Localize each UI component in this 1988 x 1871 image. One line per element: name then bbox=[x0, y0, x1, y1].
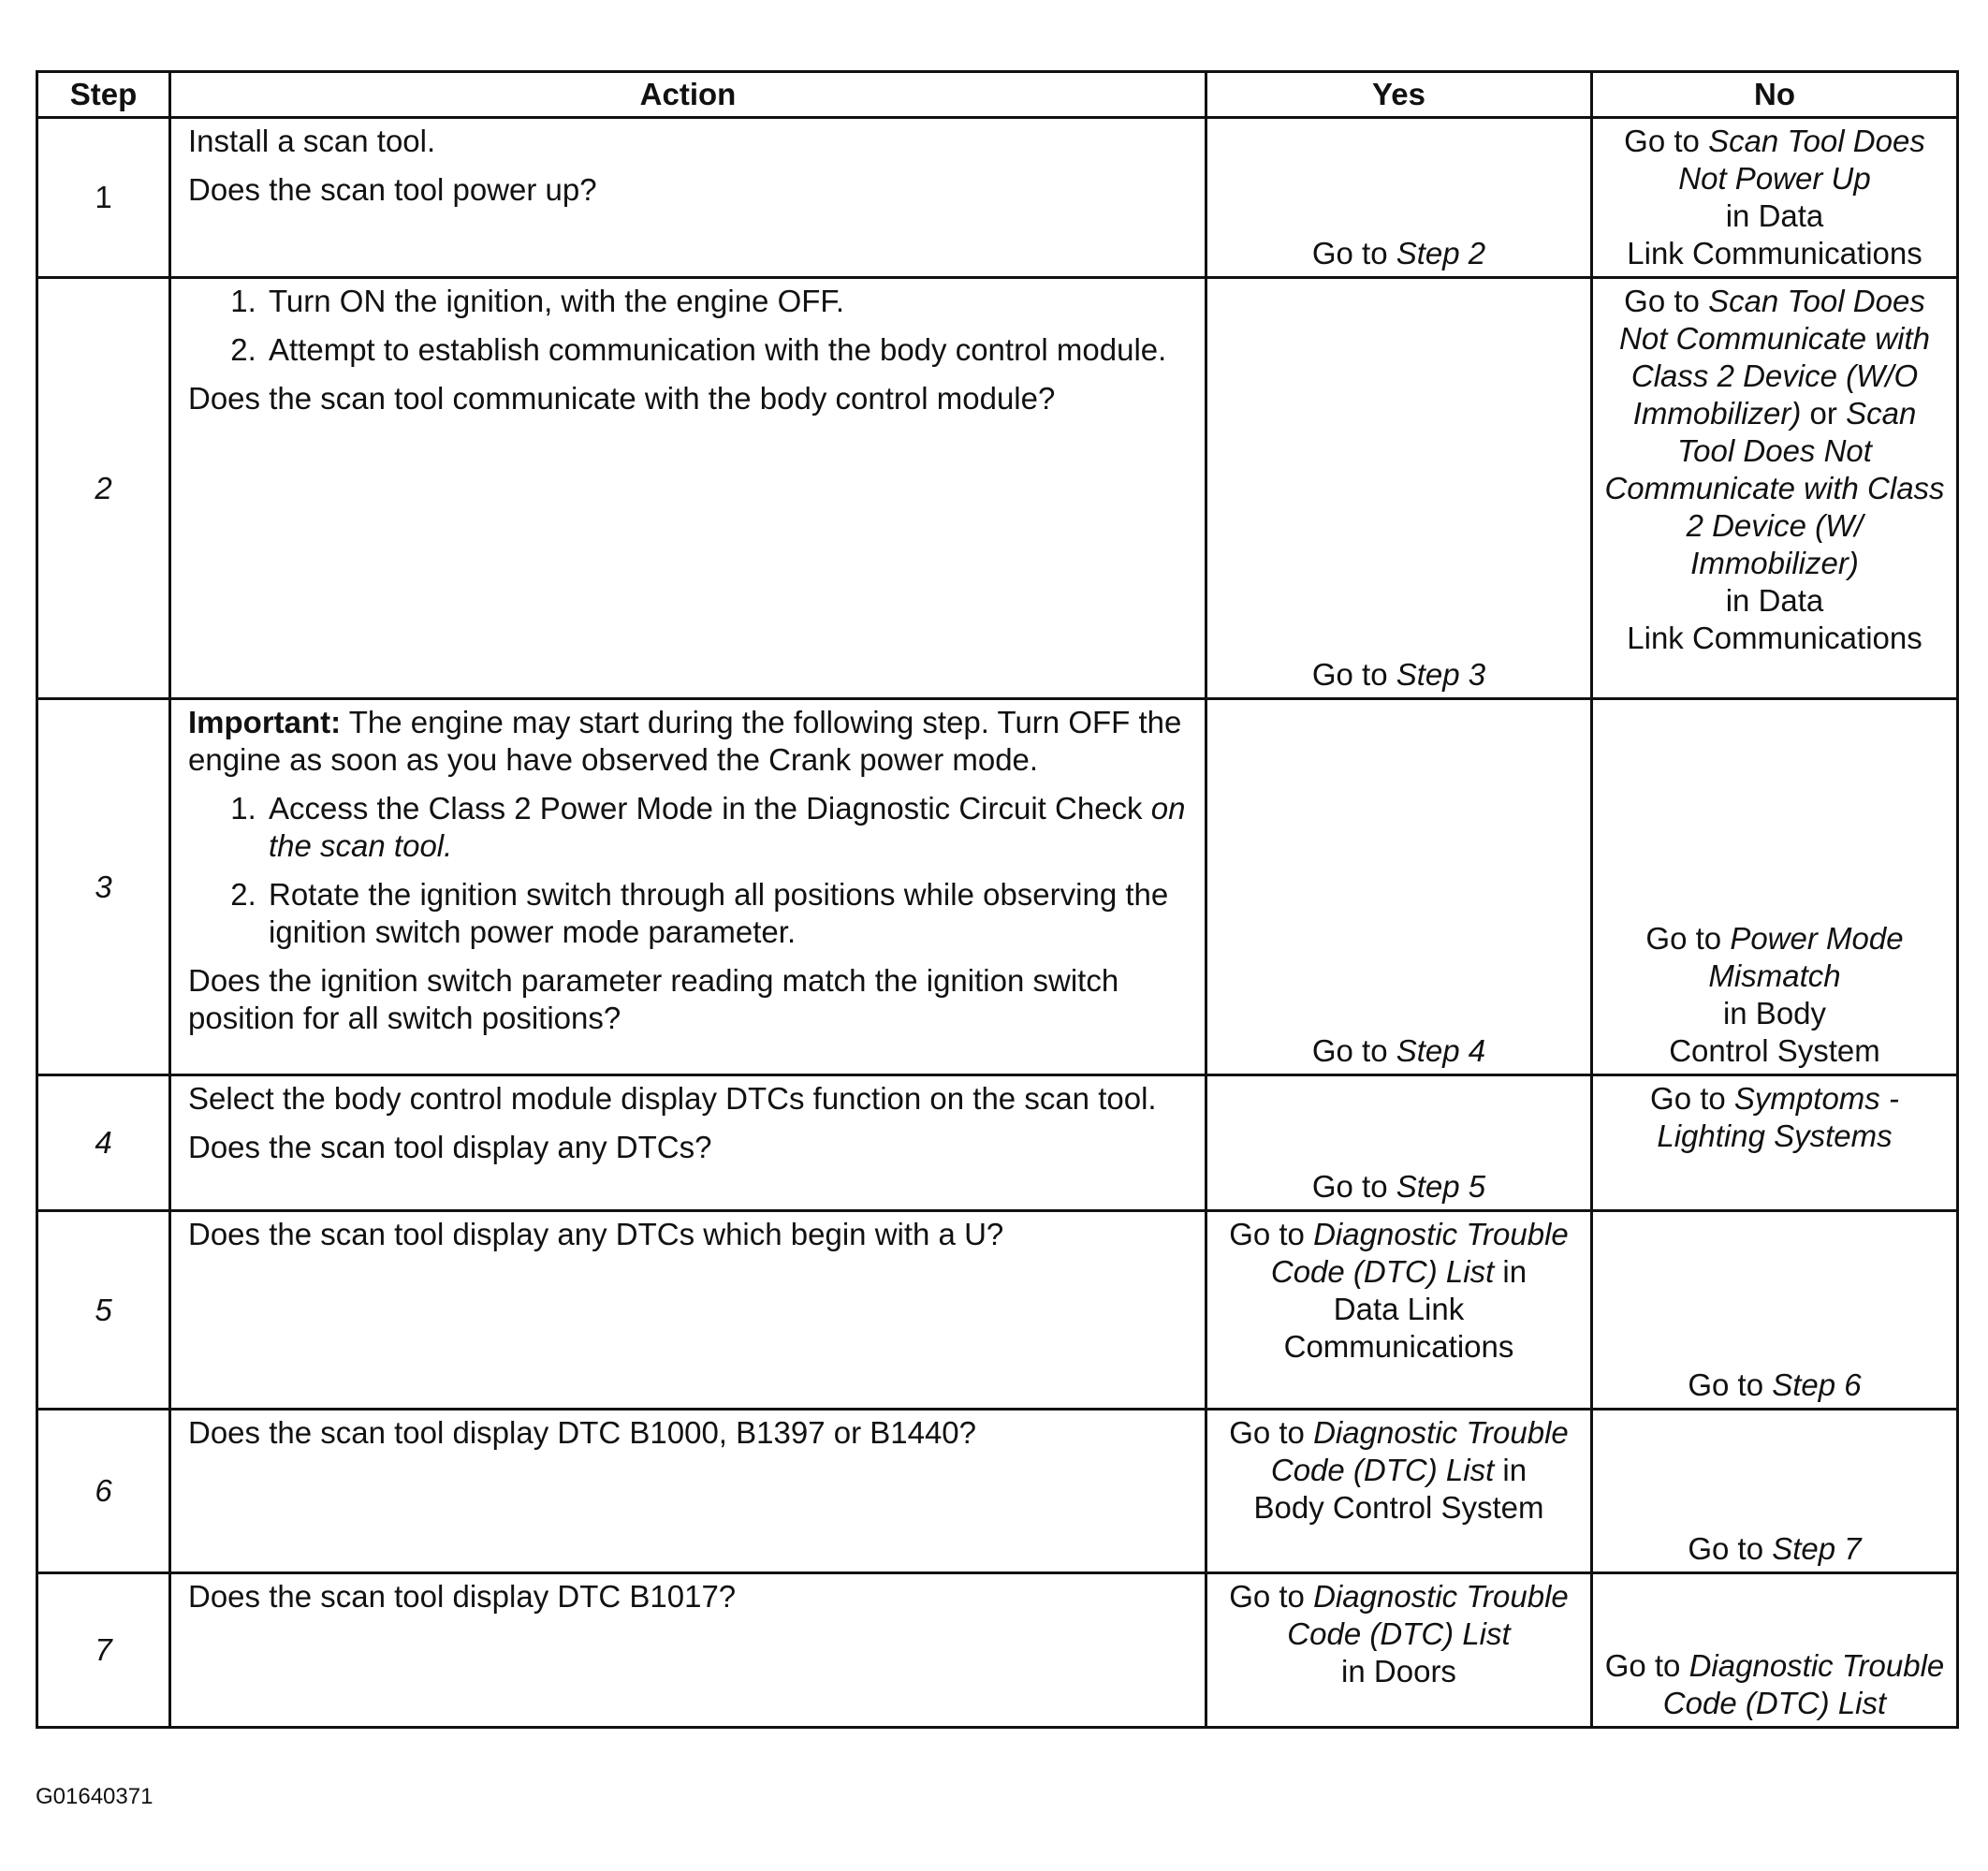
important-text: The engine may start during the following step. Turn OFF the engine as soon as you have observed the Crank power mode. bbox=[188, 705, 1182, 777]
no-procedure-link[interactable]: Scan Tool Does Not Power Up bbox=[1678, 124, 1925, 196]
action-question: Does the scan tool display DTC B1000, B1397 or B1440? bbox=[188, 1415, 977, 1450]
yes-step-link[interactable]: Step 4 bbox=[1396, 1033, 1486, 1068]
yes-step-link[interactable]: Step 5 bbox=[1396, 1169, 1486, 1204]
yes-prefix: Go to bbox=[1229, 1415, 1314, 1450]
yes-prefix: Go to bbox=[1311, 1169, 1396, 1204]
no-step-link[interactable]: Step 7 bbox=[1772, 1531, 1862, 1566]
no-or-text: or bbox=[1801, 396, 1847, 431]
yes-prefix: Go to bbox=[1229, 1217, 1314, 1251]
action-steps-list bbox=[188, 790, 1188, 951]
no-prefix: Go to bbox=[1604, 1648, 1689, 1683]
important-label: Important: bbox=[188, 705, 342, 739]
diagnostic-table bbox=[36, 70, 1959, 1729]
yes-procedure-link[interactable]: Diagnostic Trouble Code (DTC) List bbox=[1270, 1415, 1569, 1487]
table-row bbox=[37, 1410, 1958, 1573]
no-location-text: in Data bbox=[1725, 583, 1824, 618]
action-cell bbox=[170, 278, 1206, 699]
yes-cell bbox=[1206, 1410, 1592, 1573]
no-prefix: Go to bbox=[1624, 284, 1709, 318]
no-procedure-link[interactable]: Power Mode Mismatch bbox=[1708, 921, 1904, 993]
yes-location-text: Body Control System bbox=[1253, 1490, 1544, 1525]
table-header-row bbox=[37, 72, 1958, 118]
action-text: Install a scan tool. bbox=[188, 124, 436, 158]
yes-procedure-link[interactable]: Diagnostic Trouble Code (DTC) List bbox=[1287, 1579, 1569, 1651]
action-question: Does the scan tool display any DTCs which begin with a U? bbox=[188, 1217, 1004, 1251]
yes-cell bbox=[1206, 1075, 1592, 1211]
action-question: Does the scan tool display DTC B1017? bbox=[188, 1579, 737, 1614]
yes-column-header: Yes bbox=[1206, 72, 1592, 118]
table-row bbox=[37, 278, 1958, 699]
yes-step-link[interactable]: Step 3 bbox=[1396, 657, 1486, 692]
action-step-item: 2. Rotate the ignition switch through all positions while observing the ignition switch power mode parameter. bbox=[265, 876, 1188, 951]
action-cell bbox=[170, 1573, 1206, 1728]
action-step-text: Access the Class 2 Power Mode in the Diagnostic Circuit Check bbox=[269, 791, 1151, 826]
no-cell bbox=[1592, 118, 1958, 278]
no-prefix: Go to bbox=[1645, 921, 1731, 956]
table-row bbox=[37, 118, 1958, 278]
table-row bbox=[37, 1211, 1958, 1410]
no-location-text: in Data bbox=[1725, 198, 1824, 233]
action-question: Does the ignition switch parameter reading match the ignition switch position for all switch positions? bbox=[188, 963, 1119, 1035]
no-step-link[interactable]: Step 6 bbox=[1772, 1367, 1862, 1402]
action-question: Does the scan tool display any DTCs? bbox=[188, 1130, 712, 1164]
action-question: Does the scan tool communicate with the body control module? bbox=[188, 381, 1056, 416]
no-location-text: Control System bbox=[1669, 1033, 1880, 1068]
action-cell bbox=[170, 1075, 1206, 1211]
step-number: 2 bbox=[37, 278, 170, 699]
table-row bbox=[37, 699, 1958, 1075]
step-number: 4 bbox=[37, 1075, 170, 1211]
step-number: 1 bbox=[37, 118, 170, 278]
yes-cell bbox=[1206, 278, 1592, 699]
no-cell bbox=[1592, 1211, 1958, 1410]
no-column-header: No bbox=[1592, 72, 1958, 118]
no-location-text: Link Communications bbox=[1627, 236, 1922, 270]
yes-location-text: in Doors bbox=[1341, 1654, 1456, 1688]
yes-prefix: Go to bbox=[1311, 236, 1396, 270]
step-column-header: Step bbox=[37, 72, 170, 118]
yes-location-text: Communications bbox=[1283, 1329, 1514, 1364]
table-row bbox=[37, 1573, 1958, 1728]
action-steps-list bbox=[188, 283, 1188, 369]
yes-cell bbox=[1206, 118, 1592, 278]
no-prefix: Go to bbox=[1688, 1367, 1773, 1402]
action-question: Does the scan tool power up? bbox=[188, 172, 597, 207]
action-step-item: 1. Turn ON the ignition, with the engine OFF. bbox=[265, 283, 1188, 320]
no-cell bbox=[1592, 278, 1958, 699]
yes-prefix: Go to bbox=[1311, 657, 1396, 692]
step-number: 5 bbox=[37, 1211, 170, 1410]
step-number: 7 bbox=[37, 1573, 170, 1728]
yes-procedure-link[interactable]: Diagnostic Trouble Code (DTC) List bbox=[1270, 1217, 1569, 1289]
no-location-text: Link Communications bbox=[1627, 621, 1922, 655]
action-cell bbox=[170, 1410, 1206, 1573]
no-prefix: Go to bbox=[1624, 124, 1709, 158]
no-procedure-link[interactable]: Scan Tool Does Not Communicate with Class 2 Device (W/ Immobilizer) bbox=[1604, 396, 1945, 580]
step-number: 6 bbox=[37, 1410, 170, 1573]
action-step-item bbox=[265, 790, 1188, 865]
action-step-italic-text: on the scan tool. bbox=[269, 791, 1186, 863]
yes-location-text: Data Link bbox=[1333, 1292, 1465, 1326]
action-cell bbox=[170, 118, 1206, 278]
no-procedure-link[interactable]: Diagnostic Trouble Code (DTC) List bbox=[1662, 1648, 1945, 1720]
yes-prefix: Go to bbox=[1311, 1033, 1396, 1068]
no-procedure-link[interactable]: Scan Tool Does Not Communicate with Class 2 Device (W/O Immobilizer) bbox=[1619, 284, 1930, 431]
table-row bbox=[37, 1075, 1958, 1211]
yes-cell bbox=[1206, 1211, 1592, 1410]
no-prefix: Go to bbox=[1650, 1081, 1734, 1116]
yes-step-link[interactable]: Step 2 bbox=[1396, 236, 1486, 270]
no-cell bbox=[1592, 1573, 1958, 1728]
yes-location-text: in bbox=[1494, 1453, 1528, 1487]
no-cell bbox=[1592, 699, 1958, 1075]
action-cell bbox=[170, 1211, 1206, 1410]
action-text: Select the body control module display DTCs function on the scan tool. bbox=[188, 1081, 1157, 1116]
action-step-item: 2. Attempt to establish communication with the body control module. bbox=[265, 331, 1188, 369]
figure-id: G01640371 bbox=[36, 1784, 153, 1809]
no-prefix: Go to bbox=[1688, 1531, 1773, 1566]
action-cell bbox=[170, 699, 1206, 1075]
important-note bbox=[188, 704, 1188, 779]
yes-prefix: Go to bbox=[1229, 1579, 1314, 1614]
yes-location-text: in bbox=[1494, 1254, 1528, 1289]
yes-cell bbox=[1206, 1573, 1592, 1728]
action-column-header: Action bbox=[170, 72, 1206, 118]
no-cell bbox=[1592, 1075, 1958, 1211]
no-cell bbox=[1592, 1410, 1958, 1573]
yes-cell bbox=[1206, 699, 1592, 1075]
no-procedure-link[interactable]: Symptoms - Lighting Systems bbox=[1657, 1081, 1899, 1153]
step-number: 3 bbox=[37, 699, 170, 1075]
no-location-text: in Body bbox=[1722, 996, 1827, 1031]
